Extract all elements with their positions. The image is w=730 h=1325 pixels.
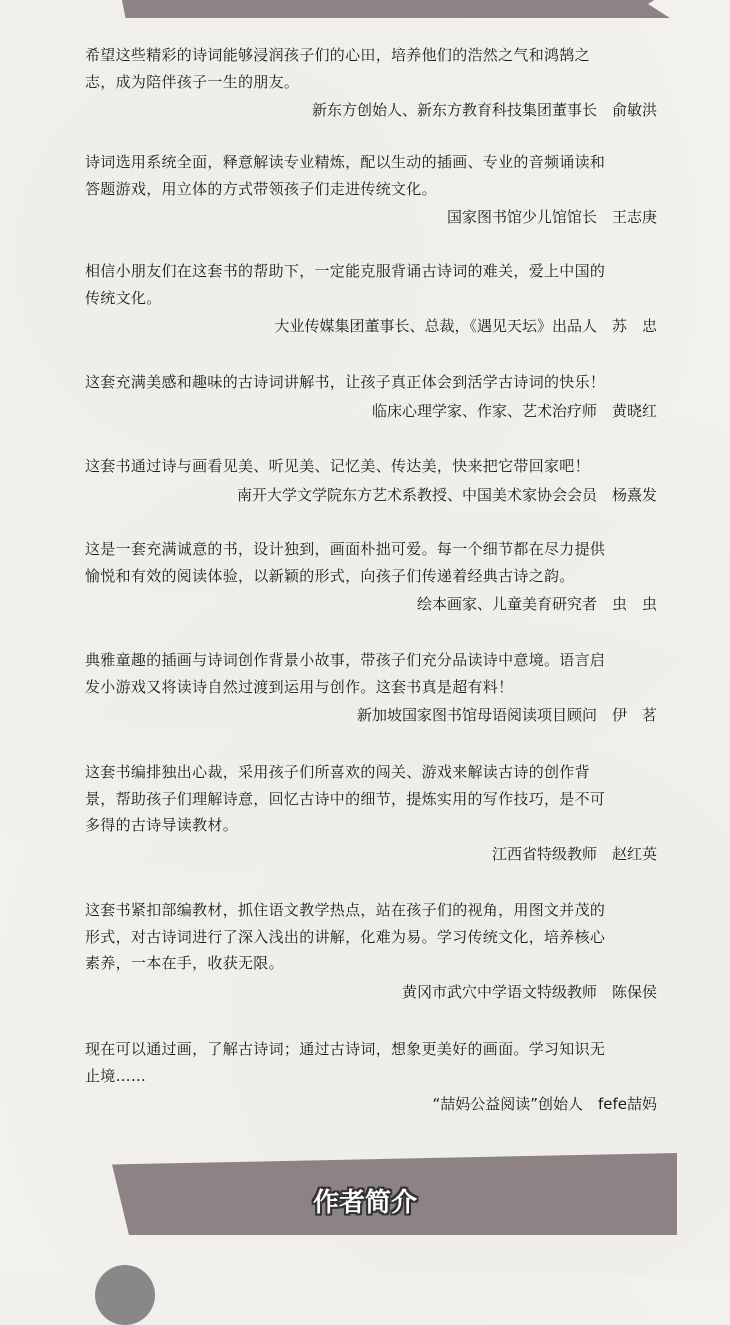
endorsement-text-line: 这套书编排独出心裁，采用孩子们所喜欢的闯关、游戏来解读古诗的创作背 (85, 763, 590, 781)
author-avatar (95, 1265, 155, 1325)
endorsement-text-line: 诗词选用系统全面，释意解读专业精炼，配以生动的插画、专业的音频诵读和 (85, 153, 606, 171)
section-title: 作者简介 (312, 1188, 417, 1218)
endorsement-text-line: 愉悦和有效的阅读体验，以新颖的形式，向孩子们传递着经典古诗之韵。 (85, 566, 575, 585)
endorsement-text-line: 形式，对古诗词进行了深入浅出的讲解，化难为易。学习传统文化，培养核心 (85, 927, 606, 946)
endorsement-author: 临床心理学家、作家、艺术治疗师 黄晓红 (371, 401, 657, 420)
endorsement-author: 绘本画家、儿童美育研究者 虫 虫 (416, 595, 657, 613)
endorsement-author: “喆妈公益阅读”创始人 fefe喆妈 (432, 1095, 657, 1113)
endorsement (85, 42, 665, 123)
endorsement-text-line: 相信小朋友们在这套书的帮助下，一定能克服背诵古诗词的难关，爱上中国的 (85, 262, 606, 280)
endorsement (85, 369, 665, 424)
endorsement-text-line: 典雅童趣的插画与诗词创作背景小故事，带孩子们充分品读诗中意境。语言启 (85, 651, 606, 669)
endorsement-text-line: 景，帮助孩子们理解诗意，回忆古诗中的细节，提炼实用的写作技巧，是不可 (85, 789, 606, 808)
endorsement-author: 新东方创始人、新东方教育科技集团董事长 俞敏洪 (311, 101, 657, 119)
endorsement-text-line: 现在可以通过画，了解古诗词；通过古诗词，想象更美好的画面。学习知识无 (85, 1040, 606, 1058)
endorsement-author: 新加坡国家图书馆母语阅读项目顾问 伊 茗 (356, 706, 657, 724)
endorsement-author: 南开大学文学院东方艺术系教授、中国美术家协会会员 杨熹发 (236, 485, 657, 504)
endorsement (85, 1036, 665, 1117)
endorsement (85, 149, 665, 230)
endorsement-author: 黄冈市武穴中学语文特级教师 陈保侯 (401, 982, 657, 1001)
endorsement-text-line: 希望这些精彩的诗词能够浸润孩子们的心田，培养他们的浩然之气和鸿鹄之 (85, 46, 590, 64)
endorsement-text-line: 多得的古诗导读教材。 (85, 816, 239, 834)
endorsement-author: 大业传媒集团董事长、总裁，《遇见天坛》出品人 苏 忠 (274, 317, 657, 335)
endorsement-text-line: 发小游戏又将读诗自然过渡到运用与创作。这套书真是超有料！ (85, 677, 514, 696)
endorsement-text-line: 止境…… (85, 1066, 147, 1085)
endorsement-text-line: 这套书紧扣部编教材，抓住语文教学热点，站在孩子们的视角，用图文并茂的 (85, 901, 606, 919)
endorsement-text-line: 这套书通过诗与画看见美、听见美、记忆美、传达美，快来把它带回家吧！ (85, 457, 590, 475)
endorsement (85, 453, 665, 508)
endorsement (85, 258, 665, 339)
endorsement-text-line: 这是一套充满诚意的书，设计独到，画面朴拙可爱。每一个细节都在尽力提供 (85, 540, 606, 558)
endorsement-author: 国家图书馆少儿馆馆长 王志庚 (446, 208, 657, 226)
endorsement-author: 江西省特级教师 赵红英 (491, 844, 657, 863)
endorsement-text-line: 答题游戏，用立体的方式带领孩子们走进传统文化。 (85, 179, 437, 198)
endorsement-text-line: 传统文化。 (85, 288, 162, 307)
endorsement (85, 759, 665, 867)
endorsement (85, 536, 665, 617)
top-banner-decoration (120, 0, 670, 18)
endorsement-text-line: 这套充满美感和趣味的古诗词讲解书，让孩子真正体会到活学古诗词的快乐！ (85, 373, 606, 391)
endorsement-text-line: 素养，一本在手，收获无限。 (85, 954, 284, 972)
endorsement (85, 647, 665, 728)
endorsement (85, 897, 665, 1005)
endorsement-text-line: 志，成为陪伴孩子一生的朋友。 (85, 72, 300, 91)
